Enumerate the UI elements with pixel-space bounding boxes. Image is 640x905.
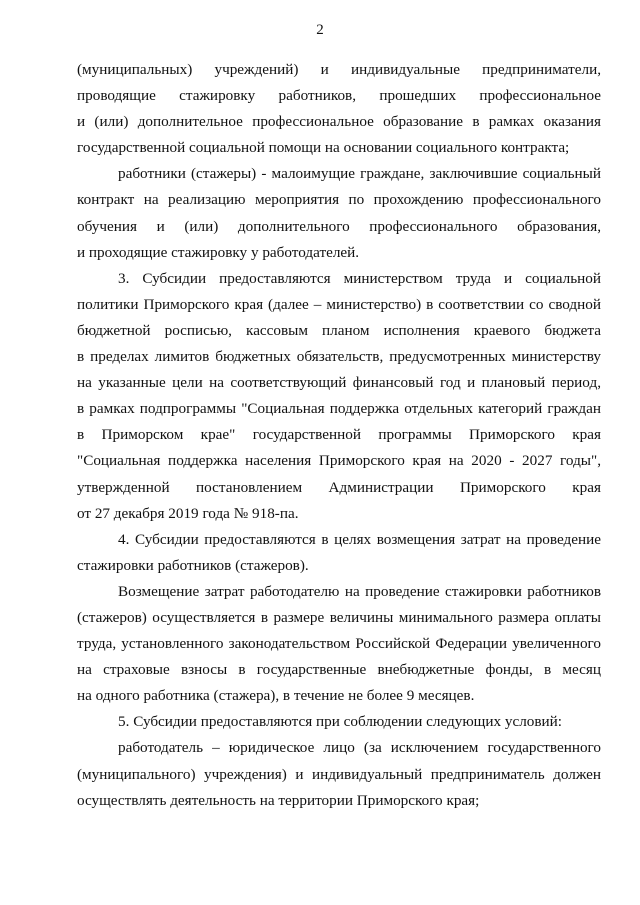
- text-line: в рамках подпрограммы "Социальная поддержка отдельных категорий граждан: [77, 400, 601, 418]
- text-line: Возмещение затрат работодателю на проведение стажировки работников: [118, 582, 601, 600]
- text-line: (муниципальных) учреждений) и индивидуальные предприниматели,: [77, 61, 601, 78]
- text-line: в пределах лимитов бюджетных обязательств, предусмотренных министерству: [77, 348, 601, 366]
- text-line: от 27 декабря 2019 года № 918-па.: [77, 504, 299, 522]
- paragraph: [77, 709, 601, 735]
- paragraph: [77, 57, 601, 161]
- paragraph: [77, 266, 601, 527]
- text-line: политики Приморского края (далее – министерство) в соответствии со сводной: [77, 295, 601, 313]
- text-line: на одного работника (стажера), в течение не более 9 месяцев.: [77, 687, 475, 705]
- text-line: и проходящие стажировку у работодателей.: [77, 243, 360, 261]
- paragraph: [77, 527, 601, 579]
- paragraph: [77, 735, 601, 813]
- text-line: на указанные цели на соответствующий финансовый год и плановый период,: [77, 374, 601, 392]
- text-line: на страховые взносы в государственные внебюджетные фонды, в месяц: [77, 661, 601, 679]
- text-line: труда, установленного законодательством Российской Федерации увеличенного: [77, 635, 601, 653]
- text-line: осуществлять деятельность на территории Приморского края;: [77, 791, 480, 809]
- text-line: работодатель – юридическое лицо (за исключением государственного: [118, 739, 601, 757]
- text-line: утвержденной постановлением Администрации Приморского края: [77, 478, 601, 496]
- document-body: [77, 57, 601, 814]
- text-line: 3. Субсидии предоставляются министерством труда и социальной: [118, 269, 601, 287]
- paragraph: [77, 161, 601, 265]
- text-line: контракт на реализацию мероприятия по прохождению профессионального: [77, 191, 601, 209]
- text-line: (стажеров) осуществляется в размере величины минимального размера оплаты: [77, 608, 601, 626]
- text-line: обучения и (или) дополнительного профессионального образования,: [77, 217, 601, 235]
- text-line: 4. Субсидии предоставляются в целях возмещения затрат на проведение: [118, 530, 601, 548]
- text-line: бюджетной росписью, кассовым планом исполнения краевого бюджета: [77, 321, 601, 339]
- text-line: в Приморском крае" государственной программы Приморского края: [77, 426, 601, 444]
- text-line: государственной социальной помощи на основании социального контракта;: [77, 139, 570, 157]
- text-line: 5. Субсидии предоставляются при соблюдении следующих условий:: [118, 713, 563, 731]
- text-line: "Социальная поддержка населения Приморского края на 2020 - 2027 годы",: [77, 452, 601, 470]
- text-line: проводящие стажировку работников, прошедших профессиональное: [77, 87, 601, 105]
- page-number: 2: [316, 22, 324, 38]
- paragraph: [77, 579, 601, 709]
- text-line: и (или) дополнительное профессиональное образование в рамках оказания: [77, 113, 601, 131]
- text-line: (муниципального) учреждения) и индивидуальный предприниматель должен: [77, 765, 601, 783]
- text-line: работники (стажеры) - малоимущие граждане, заключившие социальный: [118, 165, 601, 183]
- text-line: стажировки работников (стажеров).: [77, 556, 309, 574]
